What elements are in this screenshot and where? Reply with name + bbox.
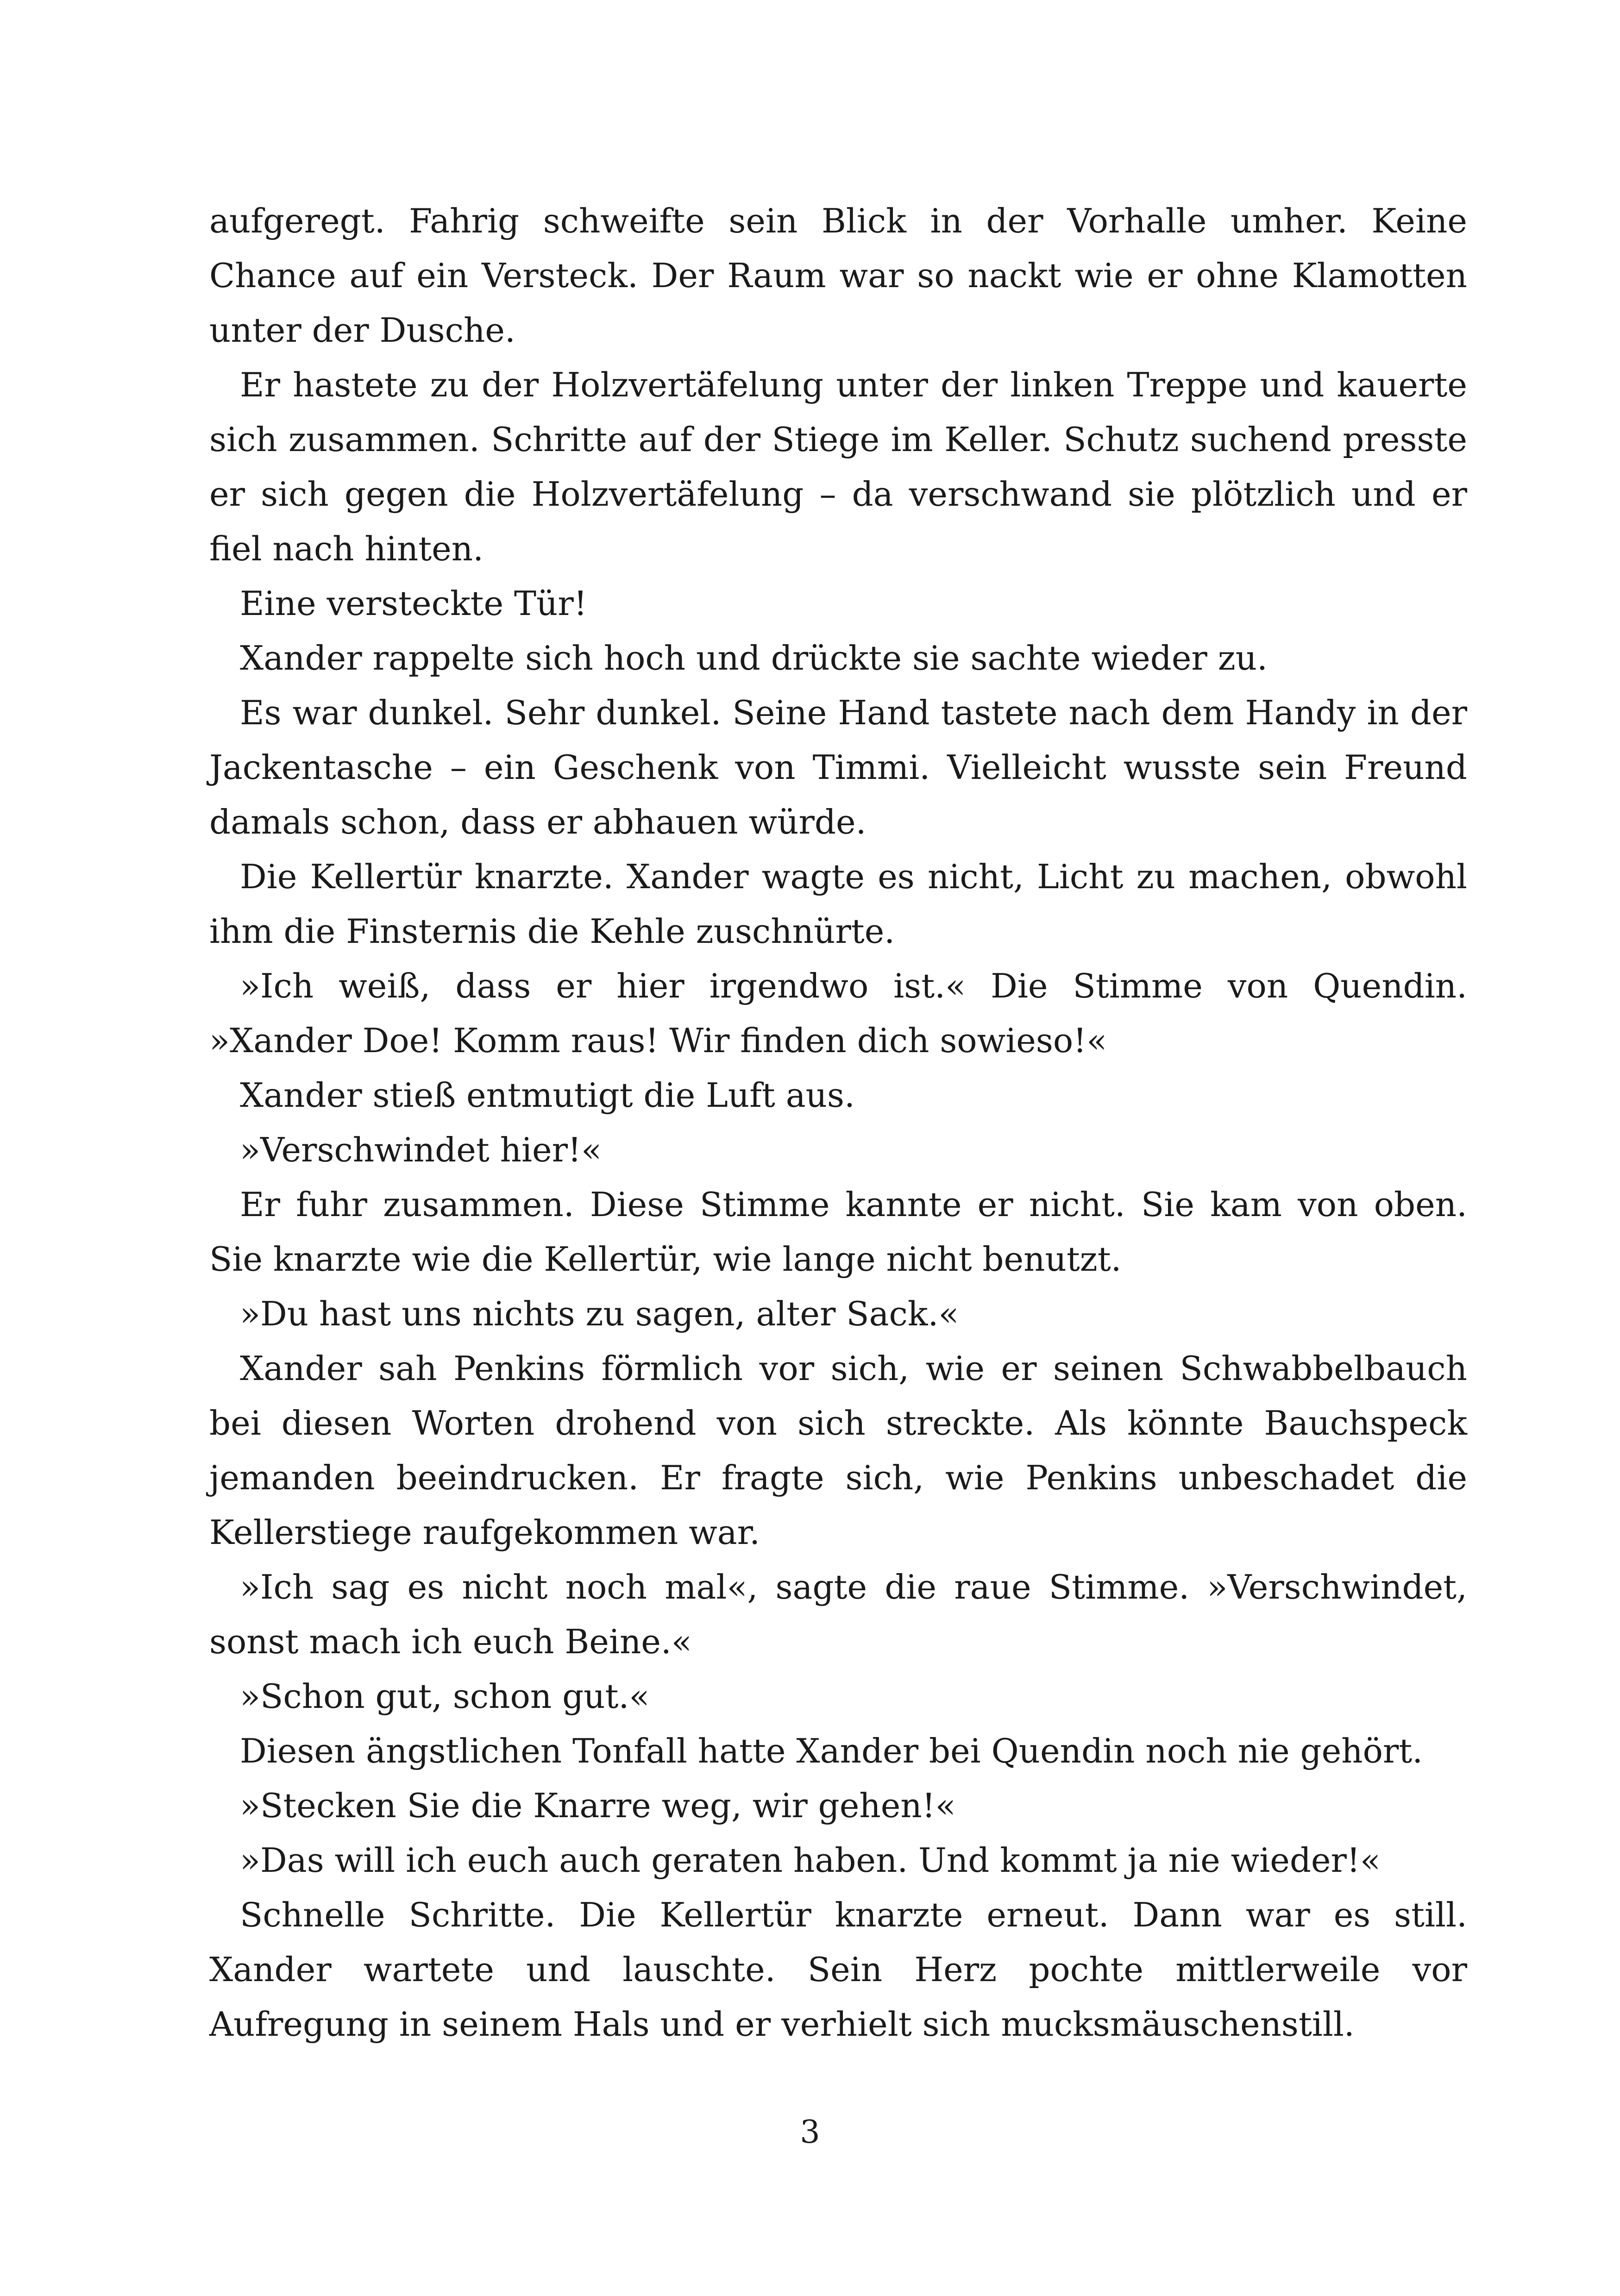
paragraph-17: »Das will ich euch auch geraten haben. Und kommt ja nie wieder!«	[240, 1841, 1381, 1880]
paragraph-5: Es war dunkel. Sehr dunkel. Seine Hand tastete nach dem Handy in der Jackentasche – ein Geschenk von Timmi. Vielleicht wusste sein Freund damals schon, dass er abhauen würde.	[209, 693, 1467, 841]
paragraph-6: Die Kellertür knarzte. Xander wagte es nicht, Licht zu machen, obwohl ihm die Finsternis die Kehle zuschnürte.	[209, 857, 1467, 951]
paragraph-2: Er hastete zu der Holzvertäfelung unter der linken Treppe und kauerte sich zusammen. Schritte auf der Stiege im Keller. Schutz suchend presste er sich gegen die Holzvertäfelung – da verschwand sie plötzlich und er fiel nach hinten.	[209, 365, 1467, 568]
paragraph-10: Er fuhr zusammen. Diese Stimme kannte er nicht. Sie kam von oben. Sie knarzte wie die Kellertür, wie lange nicht benutzt.	[209, 1185, 1467, 1279]
paragraph-4: Xander rappelte sich hoch und drückte sie sachte wieder zu.	[240, 639, 1268, 678]
paragraph-8: Xander stieß entmutigt die Luft aus.	[240, 1076, 855, 1115]
paragraph-18: Schnelle Schritte. Die Kellertür knarzte erneut. Dann war es still. Xander wartete und lauschte. Sein Herz pochte mittlerweile vor Aufregung in seinem Hals und er verhielt sich mucksmäuschenstill.	[209, 1895, 1467, 2044]
paragraph-15: Diesen ängstlichen Tonfall hatte Xander bei Quendin noch nie gehört.	[240, 1731, 1423, 1770]
paragraph-11: »Du hast uns nichts zu sagen, alter Sack.«	[240, 1294, 959, 1333]
paragraph-12: Xander sah Penkins förmlich vor sich, wie er seinen Schwabbelbauch bei diesen Worten drohend von sich streckte. Als könnte Bauchspeck jemanden beeindrucken. Er fragte sich, wie Penkins unbeschadet die Kellerstiege raufgekommen war.	[209, 1349, 1467, 1552]
page-number: 3	[800, 2114, 820, 2151]
body-text	[209, 194, 1467, 2051]
paragraph-13: »Ich sag es nicht noch mal«, sagte die raue Stimme. »Verschwindet, sonst mach ich euch Beine.«	[209, 1568, 1467, 1661]
paragraph-14: »Schon gut, schon gut.«	[240, 1677, 650, 1716]
paragraph-1: aufgeregt. Fahrig schweifte sein Blick in der Vorhalle umher. Keine Chance auf ein Versteck. Der Raum war so nackt wie er ohne Klamotten unter der Dusche.	[209, 201, 1467, 350]
paragraph-7: »Ich weiß, dass er hier irgendwo ist.« Die Stimme von Quendin. »Xander Doe! Komm raus! Wir finden dich sowieso!«	[209, 966, 1467, 1060]
paragraph-9: »Verschwindet hier!«	[240, 1130, 602, 1169]
paragraph-3: Eine versteckte Tür!	[240, 584, 587, 623]
paragraph-16: »Stecken Sie die Knarre weg, wir gehen!«	[240, 1786, 956, 1825]
